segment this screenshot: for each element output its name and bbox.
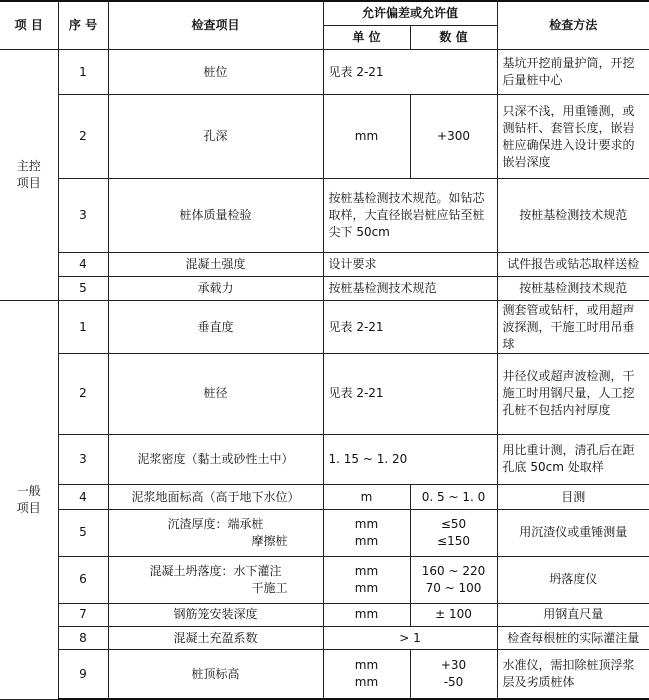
row-item: 桩体质量检验: [108, 178, 323, 252]
row-item: 泥浆地面标高（高于地下水位）: [108, 485, 323, 509]
row-seq: 6: [58, 556, 108, 603]
row-value: 160 ~ 220: [421, 563, 486, 578]
row-unit-2: mm: [354, 675, 379, 690]
row-item-2: 干施工: [251, 580, 288, 595]
row-method: 按桩基检测技术规范: [497, 276, 649, 300]
table-row: [0, 354, 649, 434]
row-item: 孔深: [108, 95, 323, 179]
row-item-pair: [108, 509, 323, 556]
row-unit: 设计要求: [323, 253, 497, 276]
row-item: 泥浆密度（黏土或砂性土中）: [108, 434, 323, 485]
row-unit-2: mm: [354, 533, 379, 548]
row-seq: 4: [58, 253, 108, 276]
row-item: 桩径: [108, 354, 323, 434]
table-row: [0, 50, 649, 95]
row-value-pair: [410, 556, 497, 603]
row-seq: 2: [58, 95, 108, 179]
row-value: ≤50: [440, 516, 467, 531]
table-row: [0, 650, 649, 699]
row-item: 混凝土坍落度：水下灌注: [149, 563, 282, 578]
row-item: 混凝土充盈系数: [108, 627, 323, 650]
table-row: [0, 253, 649, 276]
row-unit: m: [323, 485, 410, 509]
row-unit: 见表 2-21: [323, 50, 497, 95]
group-main-label: 主控 项目: [0, 50, 58, 301]
group-general-label: 一般 项目: [0, 301, 58, 699]
row-method: 井径仪或超声波检测，干施工时用钢尺量，人工挖孔桩不包括内衬厚度: [497, 354, 649, 434]
row-unit: mm: [354, 563, 379, 578]
row-unit-pair: [323, 509, 410, 556]
row-item: 沉渣厚度：端承桩: [167, 516, 264, 531]
table-row: [0, 276, 649, 300]
header-method: 检查方法: [497, 1, 649, 50]
row-unit: mm: [354, 658, 379, 673]
row-method: 试件报告或钻芯取样送检: [497, 253, 649, 276]
row-value-pair: [410, 509, 497, 556]
header-item: 检查项目: [108, 1, 323, 50]
row-seq: 4: [58, 485, 108, 509]
row-unit-pair: [323, 650, 410, 699]
row-unit-pair: [323, 556, 410, 603]
row-unit: 1. 15 ~ 1. 20: [323, 434, 497, 485]
row-method: 水准仪，需扣除桩顶浮浆层及劣质桩体: [497, 650, 649, 699]
row-item: 承载力: [108, 276, 323, 300]
row-unit: 见表 2-21: [323, 301, 497, 354]
row-value: 0. 5 ~ 1. 0: [410, 485, 497, 509]
table-row: [0, 627, 649, 650]
row-item: 钢筋笼安装深度: [108, 603, 323, 626]
row-seq: 2: [58, 354, 108, 434]
row-seq: 7: [58, 603, 108, 626]
table-row: [0, 301, 649, 354]
table-row: [0, 509, 649, 556]
row-seq: 8: [58, 627, 108, 650]
row-item: 混凝土强度: [108, 253, 323, 276]
header-category: 项 目: [0, 1, 58, 50]
row-value: +300: [410, 95, 497, 179]
row-method: 目测: [497, 485, 649, 509]
table-row: [0, 434, 649, 485]
row-item: 桩位: [108, 50, 323, 95]
row-method: 用沉渣仪或重锤测量: [497, 509, 649, 556]
row-unit: 见表 2-21: [323, 354, 497, 434]
row-value: +30: [440, 658, 467, 673]
row-unit: 按桩基检测技术规范: [323, 276, 497, 300]
header-value: 数 值: [410, 25, 497, 49]
row-value-pair: [410, 650, 497, 699]
header-seq: 序 号: [58, 1, 108, 50]
row-item: 垂直度: [108, 301, 323, 354]
row-item: 桩顶标高: [108, 650, 323, 699]
row-value: ± 100: [410, 603, 497, 626]
row-seq: 1: [58, 301, 108, 354]
row-method: 检查每根桩的实际灌注量: [497, 627, 649, 650]
row-method: 坍落度仪: [497, 556, 649, 603]
table-row: [0, 485, 649, 509]
row-method: 用钢直尺量: [497, 603, 649, 626]
header-unit: 单 位: [323, 25, 410, 49]
table-row: [0, 178, 649, 252]
row-item-pair: [108, 556, 323, 603]
row-seq: 5: [58, 276, 108, 300]
row-method: 只深不浅，用重锤测，或测钻杆、套管长度，嵌岩桩应确保进入设计要求的嵌岩深度: [497, 95, 649, 179]
row-method: 用比重计测，清孔后在距孔底 50cm 处取样: [497, 434, 649, 485]
row-seq: 1: [58, 50, 108, 95]
row-seq: 9: [58, 650, 108, 699]
row-seq: 3: [58, 434, 108, 485]
row-unit: mm: [354, 516, 379, 531]
row-method: 测套管或钻杆，或用超声波探测，干施工时用吊垂球: [497, 301, 649, 354]
row-unit: 按桩基检测技术规范。如钻芯取样，大直径嵌岩桩应钻至桩尖下 50cm: [323, 178, 497, 252]
header-allowance: 允许偏差或允许值: [323, 1, 497, 25]
table-row: [0, 95, 649, 179]
row-method: 按桩基检测技术规范: [497, 178, 649, 252]
row-unit: mm: [323, 603, 410, 626]
row-value-2: -50: [443, 675, 464, 690]
row-value-2: 70 ~ 100: [425, 580, 482, 595]
table-row: [0, 556, 649, 603]
row-unit-2: mm: [354, 580, 379, 595]
header-row: [0, 1, 649, 25]
row-value-2: ≤150: [437, 533, 470, 548]
row-unit: mm: [323, 95, 410, 179]
row-method: 基坑开挖前量护筒，开挖后量桩中心: [497, 50, 649, 95]
row-unit: > 1: [323, 627, 497, 650]
row-seq: 3: [58, 178, 108, 252]
table-row: [0, 603, 649, 626]
row-seq: 5: [58, 509, 108, 556]
row-item-2: 摩擦桩: [251, 533, 288, 548]
